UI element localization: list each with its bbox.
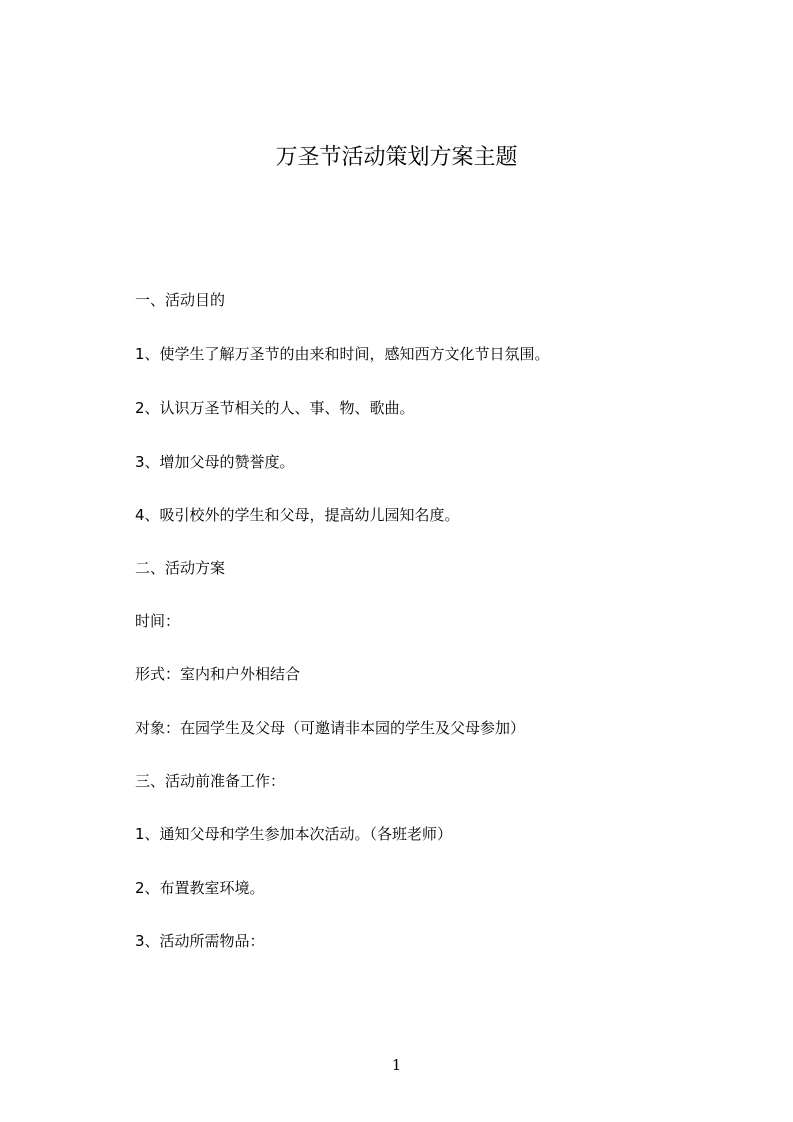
paragraph-line: 1、通知父母和学生参加本次活动。（各班老师） (135, 825, 453, 843)
paragraph-line: 时间： (135, 612, 181, 630)
paragraph-line: 对象：在园学生及父母（可邀请非本园的学生及父母参加） (135, 719, 526, 737)
paragraph-line: 1、使学生了解万圣节的由来和时间，感知西方文化节日氛围。 (135, 345, 550, 363)
paragraph-line: 2、布置教室环境。 (135, 879, 265, 897)
page-number: 1 (391, 1056, 402, 1074)
paragraph-line: 4、吸引校外的学生和父母，提高幼儿园知名度。 (135, 506, 460, 524)
section-heading-preparation: 三、活动前准备工作： (135, 772, 286, 790)
section-heading-purpose: 一、活动目的 (135, 291, 226, 309)
document-title: 万圣节活动策划方案主题 (275, 145, 518, 170)
section-heading-plan: 二、活动方案 (135, 559, 226, 577)
paragraph-line: 3、增加父母的赞誉度。 (135, 453, 295, 471)
paragraph-line: 形式：室内和户外相结合 (135, 665, 301, 683)
paragraph-line: 2、认识万圣节相关的人、事、物、歌曲。 (135, 399, 415, 417)
paragraph-line: 3、活动所需物品： (135, 932, 265, 950)
